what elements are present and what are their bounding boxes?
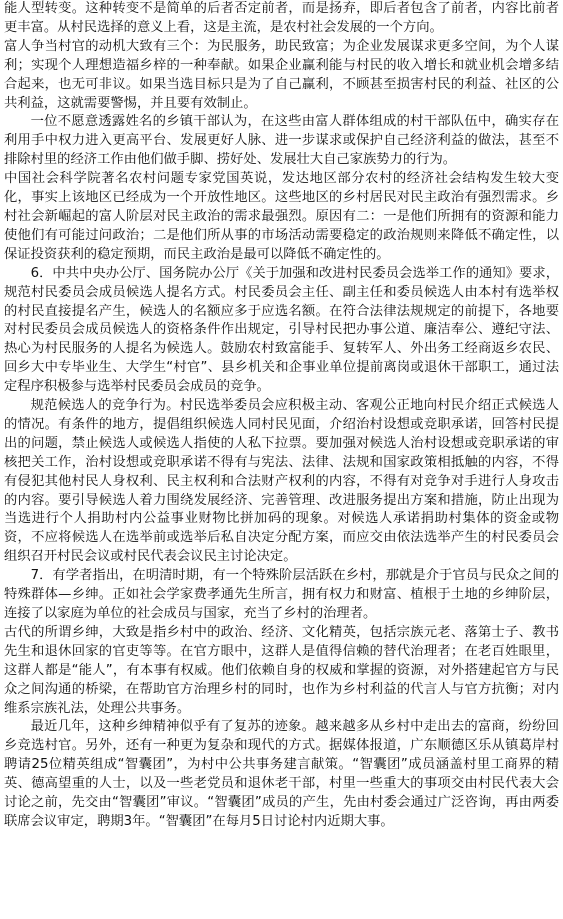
paragraph-8: 古代的所谓乡绅，大致是指乡村中的政治、经济、文化精英，包括宗族元老、落第士子、教书先生和退休回家的官吏等等。在官方眼中，这群人是值得信赖的替代治理者；在老百姓眼里，这群人都是“能人”，有本事有权威。他们依赖自身的权威和掌握的资源，对外搭建起官方与民众之间沟通的桥梁，在帮助官方治理乡村的同时，也作为乡村利益的代言人与官方抗衡；对内维系宗族礼法，处理公共事务。 [4,624,559,716]
paragraph-6: 规范候选人的竞争行为。村民选举委员会应积极主动、客观公正地向村民介绍正式候选人的情况。有条件的地方，提倡组织候选人同村民见面，介绍治村设想或竞职承诺，回答村民提出的问题，禁止候选人或候选人指使的人私下拉票。要加强对候选人治村设想或竞职承诺的审核把关工作，治村设想或竞职承诺不得有与宪法、法律、法规和国家政策相抵触的内容，不得有侵犯其他村民人身权利、民主权利和合法财产权利的内容，不得有对竞争对手进行人身攻击的内容。要引导候选人着力围绕发展经济、完善管理、改进服务提出方案和措施，防止出现为当选进行个人捐助村内公益事业财物比拼加码的现象。对候选人承诺捐助村集体的资金或物资，不应将候选人在选举前或选举后私自决定分配方案，而应交由依法选举产生的村民委员会组织召开村民会议或村民代表会议民主讨论决定。 [4,398,559,565]
paragraph-9: 最近几年，这种乡绅精神似乎有了复苏的迹象。越来越多从乡村中走出去的富商，纷纷回乡竞选村官。另外，还有一种更为复杂和现代的方式。据媒体报道，广东顺德区乐从镇葛岸村聘请25位精英组成“智囊团”，为村中公共事务建言献策。“智囊团”成员涵盖村里工商界的精英、德高望重的人士，以及一些老党员和退休老干部，村里一些重大的事项交由村民代表大会讨论之前，先交由“智囊团”审议。“智囊团”成员的产生，先由村委会通过广泛咨询，再由两委联席会议审定，聘期3年。“智囊团”在每月5日讨论村内近期大事。 [4,719,559,829]
paragraph-3: 一位不愿意透露姓名的乡镇干部认为，在这些由富人群体组成的村干部队伍中，确实存在利用手中权力进入更高平台、发展更好人脉、进一步谋求或保护自己经济利益的做法，甚至不排除村里的经济工作由他们做手脚、捞好处、发展壮大自己家族势力的行为。 [4,114,559,168]
paragraph-1: 能人型转变。这种转变不是简单的后者否定前者，而是扬弃，即后者包含了前者，内容比前者更丰富。从村民选择的意义上看，这是主流，是农村社会发展的一个方向。 [4,1,559,35]
paragraph-2: 富人争当村官的动机大致有三个：为民服务，助民致富；为企业发展谋求更多空间，为个人谋利；实现个人理想造福乡梓的一种奉献。如果企业赢利能与村民的收入增长和就业机会增多结合起来，也无可非议。如果当选目标只是为了自己赢利，不顾甚至损害村民的利益、社区的公共利益，这就需要警惕，并且要有效制止。 [4,38,559,111]
paragraph-4: 中国社会科学院著名农村问题专家党国英说，发达地区部分农村的经济社会结构发生较大变化，事实上该地区已经成为一个开放性地区。这些地区的乡村居民对民主政治有强烈需求。乡村社会新崛起的富人阶层对民主政治的需求最强烈。原因有二：一是他们所拥有的资源和能力使他们有可能过问政治；二是他们所从事的市场活动需要稳定的政治规则来降低不确定性，以保证投资获利的稳定预期，而民主政治是最可以降低不确定性的。 [4,171,559,262]
paragraph-5: 6．中共中央办公厅、国务院办公厅《关于加强和改进村民委员会选举工作的通知》要求，规范村民委员会成员候选人提名方式。村民委员会主任、副主任和委员候选人由本村有选举权的村民直接提名产生，候选人的名额应多于应选名额。在符合法律法规规定的前提下，各地要对村民委员会成员候选人的资格条件作出规定，引导村民把办事公道、廉洁奉公、遵纪守法、热心为村民服务的人提名为候选人。鼓励农村致富能手、复转军人、外出务工经商返乡农民、回乡大中专毕业生、大学生“村官”、县乡机关和企事业单位提前离岗或退休干部职工，通过法定程序积极参与选举村民委员会成员的竞争。 [4,265,559,395]
paragraph-7: 7．有学者指出，在明清时期，有一个特殊阶层活跃在乡村，那就是介于官员与民众之间的特殊群体—乡绅。正如社会学家费孝通先生所言，拥有权力和财富、植根于土地的乡绅阶层，连接了以家庭为单位的社会成员与国家，充当了乡村的治理者。 [4,568,559,621]
